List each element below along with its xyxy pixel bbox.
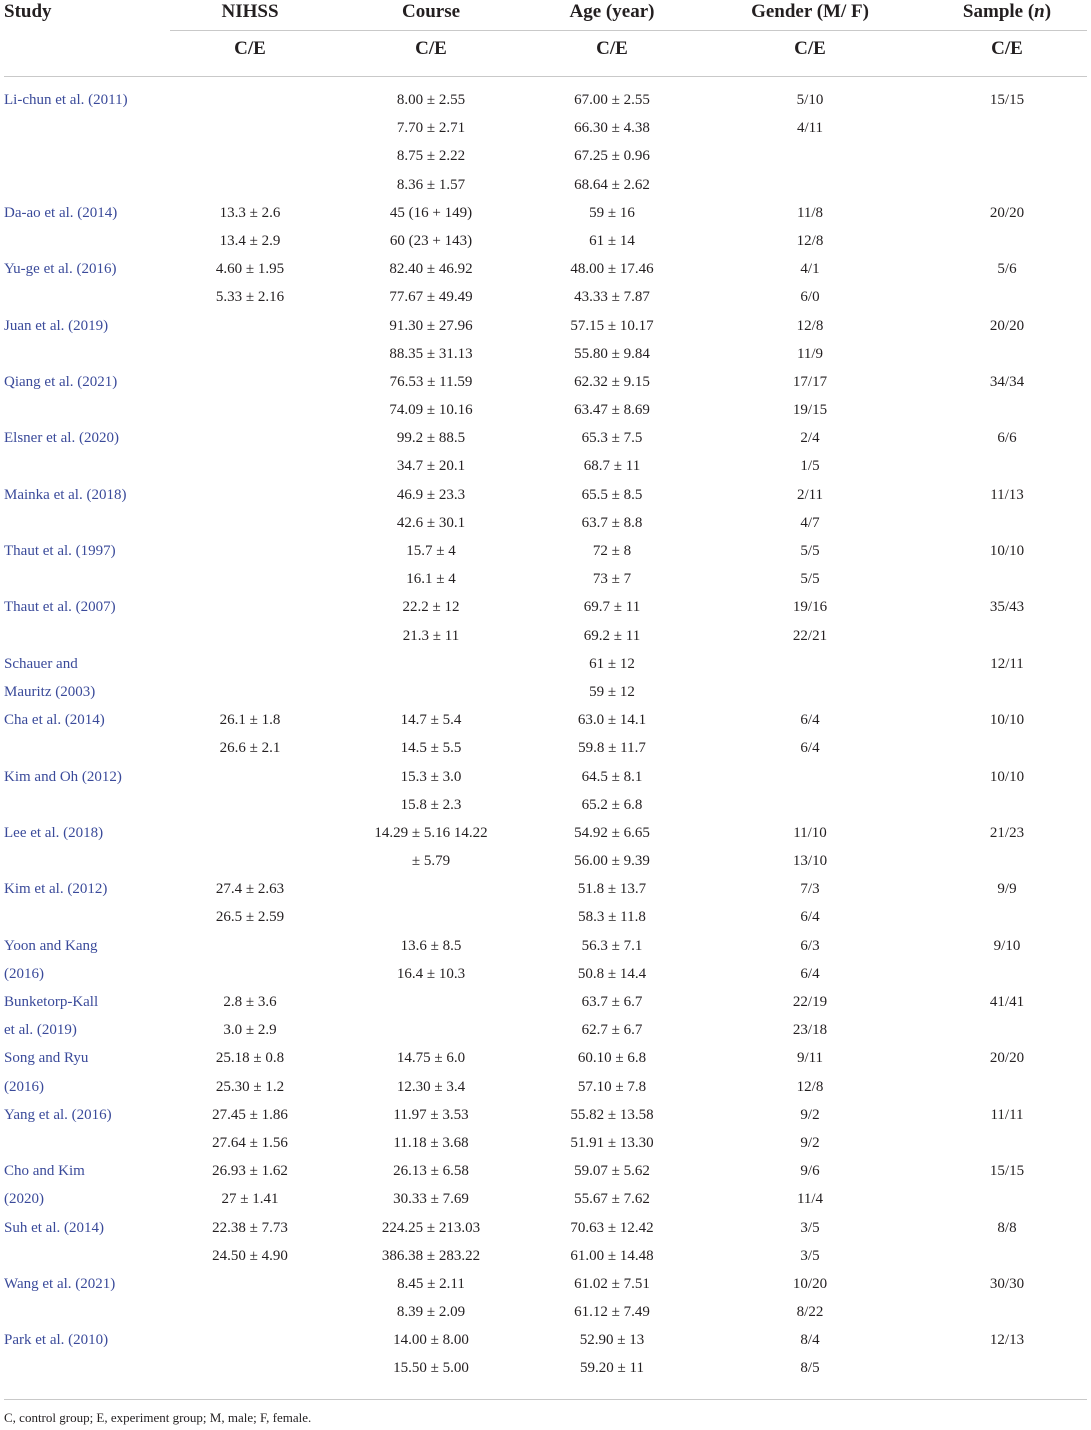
cell-gender: 6/3 — [800, 937, 820, 954]
cell-nihss: 25.30 ± 1.2 — [215, 1078, 285, 1095]
table-row — [0, 990, 1091, 1046]
cell-sample: 34/34 — [989, 373, 1025, 390]
cell-nihss: 3.0 ± 2.9 — [223, 1022, 277, 1039]
table-row-line — [0, 1300, 1091, 1328]
cell-study: Kim et al. (2012) — [4, 881, 108, 898]
cell-course: 14.75 ± 6.0 — [396, 1050, 466, 1067]
table-row-line — [0, 708, 1091, 736]
cell-sample: 41/41 — [989, 994, 1025, 1010]
cell-age: 63.47 ± 8.69 — [574, 402, 650, 419]
cell-course: 91.30 ± 27.96 — [389, 317, 473, 334]
cell-gender: 12/8 — [796, 317, 824, 334]
cell-gender: 6/4 — [800, 965, 820, 982]
table-row-line — [0, 934, 1091, 962]
table-row-line — [0, 877, 1091, 905]
header-sample — [917, 1, 1091, 23]
cell-course: 74.09 ± 10.16 — [389, 402, 473, 419]
cell-sample: 35/43 — [989, 599, 1025, 616]
cell-study: Cho and Kim — [4, 1163, 85, 1180]
cell-study: Qiang et al. (2021) — [4, 373, 118, 390]
table-row — [0, 1103, 1091, 1159]
cell-age: 50.8 ± 14.4 — [577, 965, 647, 982]
cell-age: 57.10 ± 7.8 — [577, 1078, 647, 1095]
table-row-line — [0, 962, 1091, 990]
cell-nihss: 27.64 ± 1.56 — [212, 1134, 288, 1151]
table-row — [0, 314, 1091, 370]
cell-gender: 4/1 — [800, 261, 820, 278]
cell-age: 72 ± 8 — [592, 543, 632, 559]
cell-course: 34.7 ± 20.1 — [396, 458, 466, 475]
cell-nihss: 2.8 ± 3.6 — [223, 994, 277, 1010]
cell-course: 13.6 ± 8.5 — [400, 937, 462, 954]
cell-course: 60 (23 + 143) — [389, 232, 473, 249]
cell-course: 386.38 ± 283.22 — [381, 1247, 481, 1264]
table-row-line — [0, 398, 1091, 426]
cell-age: 59.8 ± 11.7 — [578, 740, 646, 757]
cell-course: 42.6 ± 30.1 — [396, 514, 466, 531]
table-row-line — [0, 1244, 1091, 1272]
cell-study: Lee et al. (2018) — [4, 824, 104, 841]
cell-course: 11.18 ± 3.68 — [393, 1134, 469, 1151]
cell-nihss: 26.1 ± 1.8 — [219, 712, 281, 729]
cell-study: Juan et al. (2019) — [4, 317, 109, 334]
cell-study: Wang et al. (2021) — [4, 1275, 116, 1292]
table-row-line — [0, 652, 1091, 680]
table-row-line — [0, 483, 1091, 511]
cell-course: 21.3 ± 11 — [402, 627, 460, 644]
cell-course: 8.39 ± 2.09 — [396, 1304, 466, 1321]
cell-nihss: 13.4 ± 2.9 — [219, 232, 281, 249]
table-row — [0, 1046, 1091, 1102]
table-row-line — [0, 1216, 1091, 1244]
table-row-line — [0, 905, 1091, 933]
cell-gender: 3/5 — [800, 1219, 820, 1236]
cell-gender: 9/2 — [800, 1134, 820, 1151]
cell-study: Yang et al. (2016) — [4, 1106, 112, 1123]
cell-age: 59.20 ± 11 — [580, 1360, 644, 1377]
cell-age: 59 ± 12 — [589, 683, 635, 700]
table-row — [0, 821, 1091, 877]
cell-age: 57.15 ± 10.17 — [570, 317, 654, 334]
header-gender: Gender (M/ F) — [751, 1, 869, 22]
cell-age: 63.0 ± 14.1 — [577, 712, 647, 729]
cell-course: 15.50 ± 5.00 — [393, 1360, 469, 1377]
cell-nihss: 4.60 ± 1.95 — [215, 261, 285, 278]
table-row — [0, 1216, 1091, 1272]
cell-study: Li-chun et al. (2011) — [4, 92, 128, 108]
cell-age: 58.3 ± 11.8 — [578, 909, 646, 926]
header-divider — [170, 30, 1087, 31]
cell-gender: 11/4 — [796, 1191, 824, 1208]
table-row-line — [0, 990, 1091, 1018]
cell-gender: 22/21 — [792, 627, 828, 644]
cell-gender: 19/16 — [792, 599, 828, 616]
cell-study: Bunketorp-Kall — [4, 994, 99, 1010]
cell-age: 55.82 ± 13.58 — [570, 1106, 654, 1123]
cell-course: 16.1 ± 4 — [406, 571, 456, 588]
cell-study: Elsner et al. (2020) — [4, 430, 119, 447]
cell-gender: 4/11 — [796, 120, 824, 137]
table-row-line — [0, 314, 1091, 342]
cell-gender: 23/18 — [792, 1022, 828, 1039]
cell-age: 61.02 ± 7.51 — [574, 1275, 650, 1292]
table-row-line — [0, 1328, 1091, 1356]
cell-age: 59.07 ± 5.62 — [574, 1163, 650, 1180]
cell-sample: 8/8 — [997, 1219, 1017, 1236]
cell-sample: 30/30 — [989, 1275, 1025, 1292]
header-bottom-rule — [4, 76, 1087, 77]
table-row — [0, 1159, 1091, 1215]
table-row — [0, 652, 1091, 708]
table-row — [0, 483, 1091, 539]
cell-gender: 11/8 — [796, 204, 824, 221]
cell-nihss: 26.93 ± 1.62 — [212, 1163, 288, 1180]
cell-sample: 15/15 — [989, 92, 1025, 108]
cell-course: 76.53 ± 11.59 — [389, 373, 473, 390]
table-row-line — [0, 173, 1091, 201]
cell-gender: 1/5 — [800, 458, 820, 475]
cell-sample: 20/20 — [989, 317, 1025, 334]
table-row-line — [0, 821, 1091, 849]
cell-age: 61.00 ± 14.48 — [570, 1247, 654, 1264]
table-row — [0, 877, 1091, 933]
cell-nihss: 22.38 ± 7.73 — [212, 1219, 288, 1236]
cell-course: 15.7 ± 4 — [406, 543, 456, 559]
table-row — [0, 1328, 1091, 1384]
cell-course: ± 5.79 — [411, 853, 451, 870]
cell-course: 8.45 ± 2.11 — [397, 1275, 465, 1292]
table-row-line — [0, 285, 1091, 313]
cell-nihss: 27.45 ± 1.86 — [212, 1106, 288, 1123]
table-row-line — [0, 454, 1091, 482]
subheader-gender: C/E — [794, 38, 826, 59]
cell-study: (2016) — [4, 965, 44, 982]
cell-course: 16.4 ± 10.3 — [396, 965, 466, 982]
cell-sample: 9/10 — [993, 937, 1021, 954]
cell-age: 52.90 ± 13 — [579, 1332, 645, 1349]
subheader-nihss: C/E — [234, 38, 266, 59]
table-row-line — [0, 1131, 1091, 1159]
cell-gender: 19/15 — [792, 402, 828, 419]
cell-age: 48.00 ± 17.46 — [570, 261, 654, 278]
cell-nihss: 27.4 ± 2.63 — [215, 881, 285, 898]
cell-age: 69.7 ± 11 — [583, 599, 641, 616]
cell-age: 61 ± 12 — [589, 655, 635, 672]
cell-sample: 20/20 — [989, 204, 1025, 221]
cell-age: 66.30 ± 4.38 — [574, 120, 650, 137]
table-row — [0, 708, 1091, 764]
cell-gender: 9/2 — [800, 1106, 820, 1123]
cell-age: 68.7 ± 11 — [583, 458, 641, 475]
table-row-line — [0, 793, 1091, 821]
cell-gender: 2/11 — [796, 486, 824, 503]
cell-study: Schauer and — [4, 655, 78, 672]
cell-gender: 12/8 — [796, 1078, 824, 1095]
cell-study: Mainka et al. (2018) — [4, 486, 127, 503]
cell-study: Thaut et al. (1997) — [4, 543, 116, 559]
table-row-line — [0, 1187, 1091, 1215]
table-row-line — [0, 1046, 1091, 1074]
header-age: Age (year) — [569, 1, 655, 22]
cell-course: 30.33 ± 7.69 — [393, 1191, 469, 1208]
cell-gender: 9/11 — [796, 1050, 824, 1067]
table-row — [0, 1272, 1091, 1328]
table-row-line — [0, 680, 1091, 708]
cell-gender: 5/5 — [800, 571, 820, 588]
cell-course: 15.8 ± 2.3 — [400, 796, 462, 813]
cell-sample: 10/10 — [989, 543, 1025, 559]
cell-age: 55.80 ± 9.84 — [574, 345, 650, 362]
cell-gender: 9/6 — [800, 1163, 820, 1180]
cell-course: 46.9 ± 23.3 — [396, 486, 466, 503]
cell-study: Suh et al. (2014) — [4, 1219, 104, 1236]
cell-nihss: 27 ± 1.41 — [221, 1191, 279, 1208]
cell-course: 14.5 ± 5.5 — [400, 740, 462, 757]
table-footnote: C, control group; E, experiment group; M, male; F, female. — [4, 1410, 312, 1425]
cell-gender: 3/5 — [800, 1247, 820, 1264]
cell-age: 65.2 ± 6.8 — [581, 796, 643, 813]
cell-course: 14.7 ± 5.4 — [400, 712, 462, 729]
cell-age: 63.7 ± 6.7 — [581, 994, 643, 1010]
cell-age: 67.25 ± 0.96 — [574, 148, 650, 165]
subheader-sample: C/E — [991, 38, 1023, 59]
cell-gender: 13/10 — [792, 853, 828, 870]
cell-sample: 20/20 — [989, 1050, 1025, 1067]
cell-course: 8.75 ± 2.22 — [396, 148, 466, 165]
cell-nihss: 26.6 ± 2.1 — [219, 740, 281, 757]
cell-study: Yoon and Kang — [4, 937, 98, 954]
table-row-line — [0, 511, 1091, 539]
table-row — [0, 595, 1091, 651]
table-row-line — [0, 765, 1091, 793]
table-row — [0, 201, 1091, 257]
cell-course: 26.13 ± 6.58 — [393, 1163, 469, 1180]
cell-study: (2016) — [4, 1078, 44, 1095]
table-row-line — [0, 1159, 1091, 1187]
table-row-line — [0, 849, 1091, 877]
table-row — [0, 765, 1091, 821]
cell-age: 56.3 ± 7.1 — [581, 937, 643, 954]
cell-sample: 10/10 — [989, 712, 1025, 729]
cell-sample: 11/13 — [990, 486, 1024, 503]
cell-gender: 12/8 — [796, 232, 824, 249]
cell-age: 63.7 ± 8.8 — [581, 514, 643, 531]
cell-age: 55.67 ± 7.62 — [574, 1191, 650, 1208]
cell-gender: 5/10 — [796, 92, 824, 108]
header-sample-post: ) — [1044, 1, 1052, 22]
cell-age: 73 ± 7 — [592, 571, 632, 588]
table-header — [0, 0, 1091, 76]
table-bottom-rule — [4, 1399, 1087, 1400]
table-row — [0, 370, 1091, 426]
subheader-course: C/E — [415, 38, 447, 59]
cell-course: 11.97 ± 3.53 — [393, 1106, 469, 1123]
table-row-line — [0, 229, 1091, 257]
cell-course: 45 (16 + 149) — [389, 204, 473, 221]
table-row-line — [0, 595, 1091, 623]
table-body — [0, 88, 1091, 1385]
cell-sample: 12/13 — [989, 1332, 1025, 1349]
cell-study: Park et al. (2010) — [4, 1332, 109, 1349]
table-row-line — [0, 1075, 1091, 1103]
cell-gender: 4/7 — [800, 514, 820, 531]
table-row-line — [0, 426, 1091, 454]
table-row-line — [0, 1103, 1091, 1131]
cell-age: 62.32 ± 9.15 — [574, 373, 650, 390]
table-row-line — [0, 539, 1091, 567]
table-row-line — [0, 624, 1091, 652]
table-row-line — [0, 736, 1091, 764]
cell-nihss: 5.33 ± 2.16 — [215, 289, 285, 306]
cell-sample: 6/6 — [997, 430, 1017, 447]
cell-study: Thaut et al. (2007) — [4, 599, 116, 616]
cell-gender: 2/4 — [800, 430, 820, 447]
cell-course: 15.3 ± 3.0 — [400, 768, 462, 785]
table-row-line — [0, 567, 1091, 595]
cell-gender: 6/4 — [800, 712, 820, 729]
cell-course: 14.29 ± 5.16 14.22 — [374, 824, 488, 841]
table-row-line — [0, 88, 1091, 116]
cell-age: 61 ± 14 — [589, 232, 635, 249]
cell-age: 61.12 ± 7.49 — [574, 1304, 650, 1321]
cell-sample: 5/6 — [997, 261, 1017, 278]
cell-course: 224.25 ± 213.03 — [381, 1219, 481, 1236]
table-row-line — [0, 201, 1091, 229]
cell-course: 12.30 ± 3.4 — [396, 1078, 466, 1095]
cell-nihss: 26.5 ± 2.59 — [215, 909, 285, 926]
cell-study: Song and Ryu — [4, 1050, 89, 1067]
cell-gender: 11/10 — [793, 824, 827, 841]
cell-gender: 10/20 — [792, 1275, 828, 1292]
cell-sample: 9/9 — [997, 881, 1017, 898]
cell-gender: 8/22 — [796, 1304, 824, 1321]
cell-gender: 8/4 — [800, 1332, 820, 1349]
cell-age: 54.92 ± 6.65 — [574, 824, 650, 841]
cell-course: 8.36 ± 1.57 — [396, 176, 466, 193]
cell-study: Mauritz (2003) — [4, 683, 96, 700]
table-row — [0, 88, 1091, 201]
cell-course: 7.70 ± 2.71 — [396, 120, 466, 137]
subheader-age: C/E — [596, 38, 628, 59]
cell-nihss: 13.3 ± 2.6 — [219, 204, 281, 221]
cell-sample: 10/10 — [989, 768, 1025, 785]
cell-age: 43.33 ± 7.87 — [574, 289, 650, 306]
table-row-line — [0, 1272, 1091, 1300]
header-sample-pre: Sample ( — [962, 1, 1035, 22]
cell-gender: 7/3 — [800, 881, 820, 898]
cell-age: 56.00 ± 9.39 — [574, 853, 650, 870]
cell-course: 88.35 ± 31.13 — [389, 345, 473, 362]
cell-age: 68.64 ± 2.62 — [574, 176, 650, 193]
cell-study: (2020) — [4, 1191, 44, 1208]
cell-study: Cha et al. (2014) — [4, 712, 105, 729]
header-nihss: NIHSS — [221, 1, 279, 22]
cell-study: Kim and Oh (2012) — [4, 768, 122, 785]
cell-gender: 11/9 — [796, 345, 824, 362]
cell-course: 82.40 ± 46.92 — [389, 261, 473, 278]
cell-age: 65.3 ± 7.5 — [581, 430, 643, 447]
cell-gender: 6/0 — [800, 289, 820, 306]
table-row-line — [0, 116, 1091, 144]
table-row-line — [0, 144, 1091, 172]
cell-age: 67.00 ± 2.55 — [574, 92, 650, 108]
table-row — [0, 539, 1091, 595]
cell-course: 99.2 ± 88.5 — [396, 430, 466, 447]
cell-study: Yu-ge et al. (2016) — [4, 261, 117, 278]
cell-study: Da-ao et al. (2014) — [4, 204, 118, 221]
cell-age: 69.2 ± 11 — [583, 627, 641, 644]
cell-sample: 12/11 — [990, 655, 1024, 672]
cell-age: 60.10 ± 6.8 — [577, 1050, 647, 1067]
table-row-line — [0, 370, 1091, 398]
cell-sample: 15/15 — [989, 1163, 1025, 1180]
cell-nihss: 25.18 ± 0.8 — [215, 1050, 285, 1067]
table-row-line — [0, 1356, 1091, 1384]
header-course: Course — [401, 1, 461, 22]
cell-age: 64.5 ± 8.1 — [581, 768, 643, 785]
cell-course: 14.00 ± 8.00 — [393, 1332, 469, 1349]
cell-gender: 17/17 — [792, 373, 828, 390]
cell-age: 70.63 ± 12.42 — [570, 1219, 654, 1236]
cell-gender: 5/5 — [800, 543, 820, 559]
cell-gender: 8/5 — [800, 1360, 820, 1377]
table-row — [0, 426, 1091, 482]
cell-nihss: 24.50 ± 4.90 — [212, 1247, 288, 1264]
cell-gender: 6/4 — [800, 740, 820, 757]
header-study: Study — [4, 1, 52, 22]
cell-gender: 22/19 — [792, 994, 828, 1010]
cell-sample: 21/23 — [989, 824, 1025, 841]
table-row-line — [0, 257, 1091, 285]
table-row-line — [0, 1018, 1091, 1046]
header-sample-n: n — [1034, 1, 1045, 22]
cell-age: 62.7 ± 6.7 — [581, 1022, 643, 1039]
cell-age: 65.5 ± 8.5 — [581, 486, 643, 503]
cell-gender: 6/4 — [800, 909, 820, 926]
table-row — [0, 934, 1091, 990]
cell-study: et al. (2019) — [4, 1022, 77, 1039]
cell-sample: 11/11 — [990, 1106, 1024, 1123]
cell-age: 59 ± 16 — [589, 204, 635, 221]
table-row — [0, 257, 1091, 313]
cell-age: 51.91 ± 13.30 — [570, 1134, 654, 1151]
cell-age: 51.8 ± 13.7 — [577, 881, 647, 898]
cell-course: 77.67 ± 49.49 — [389, 289, 473, 306]
cell-course: 22.2 ± 12 — [402, 599, 460, 616]
cell-course: 8.00 ± 2.55 — [396, 92, 466, 108]
table-row-line — [0, 342, 1091, 370]
